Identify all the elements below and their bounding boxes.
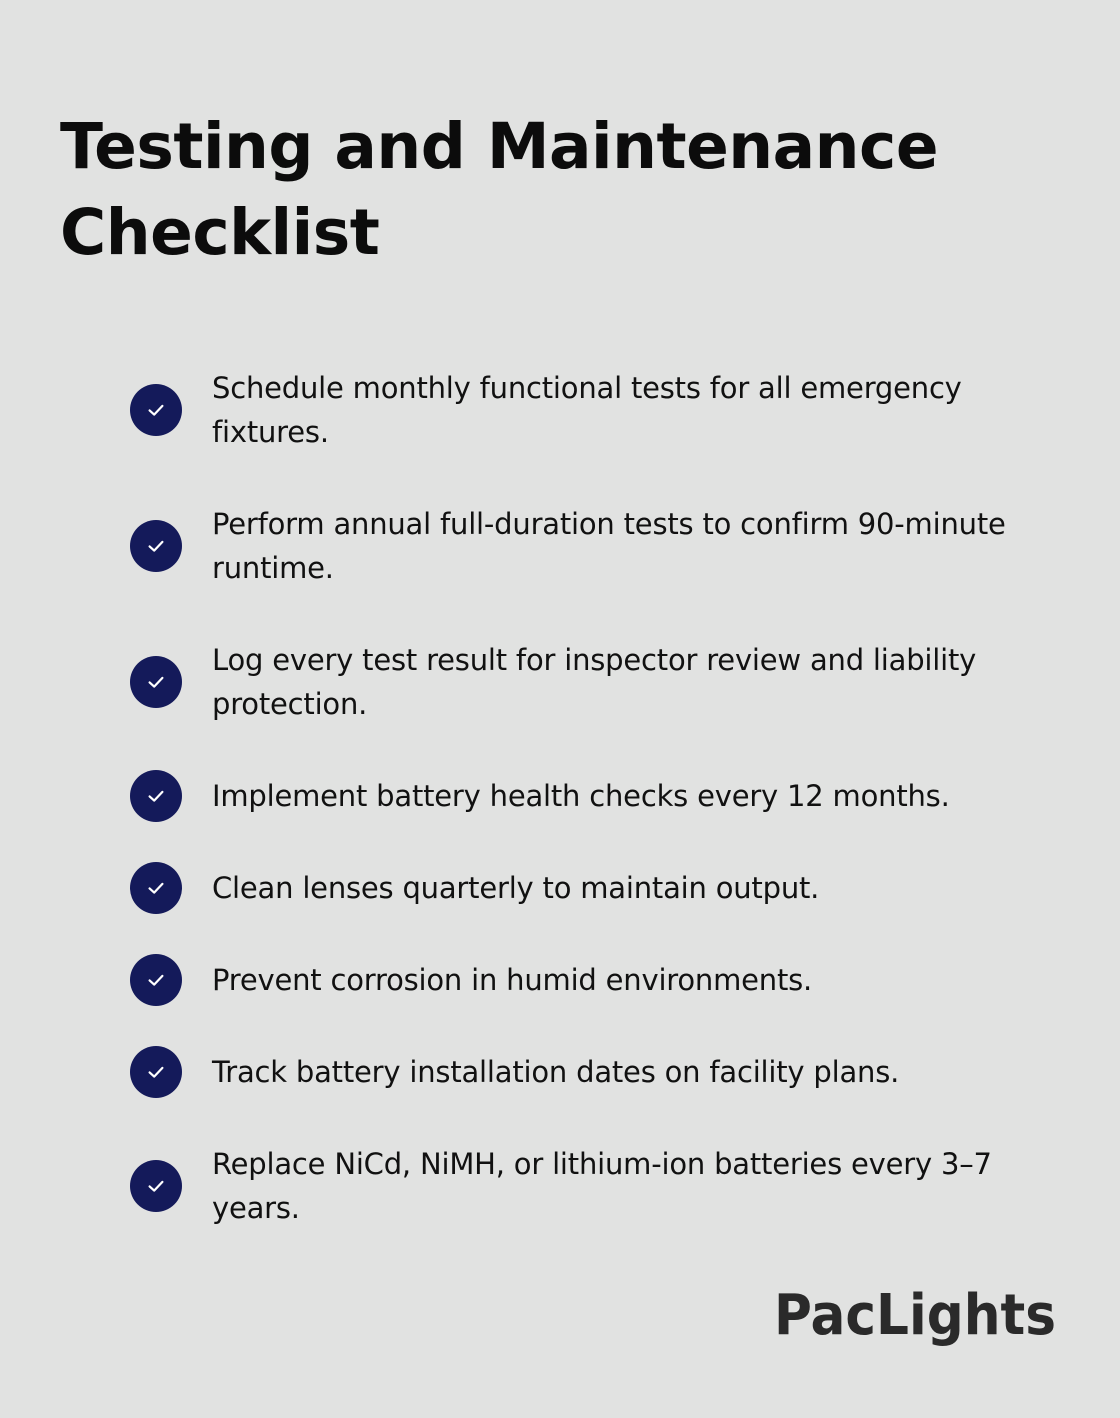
checklist-item-text: Prevent corrosion in humid environments. <box>212 963 813 997</box>
checklist-item-text: Schedule monthly functional tests for all emergency fixtures. <box>212 371 962 449</box>
check-circle-icon <box>130 862 182 914</box>
checklist-item-text: Implement battery health checks every 12 months. <box>212 779 950 813</box>
page-title: Testing and Maintenance Checklist <box>60 110 939 269</box>
check-circle-icon <box>130 384 182 436</box>
checklist-item-text: Log every test result for inspector review and liability protection. <box>212 643 977 721</box>
checklist-item <box>130 638 1060 726</box>
checklist-item <box>130 774 1060 818</box>
checklist-item-text: Perform annual full-duration tests to confirm 90-minute runtime. <box>212 507 1006 585</box>
logo-wordmark: PacLights <box>774 1283 1056 1348</box>
checklist <box>130 366 1060 1278</box>
check-circle-icon <box>130 520 182 572</box>
checklist-item <box>130 866 1060 910</box>
check-circle-icon <box>130 1046 182 1098</box>
checklist-item <box>130 1142 1060 1230</box>
checklist-item <box>130 502 1060 590</box>
checklist-item <box>130 366 1060 454</box>
checklist-item-text: Replace NiCd, NiMH, or lithium-ion batteries every 3–7 years. <box>212 1147 992 1225</box>
checklist-item-text: Track battery installation dates on facility plans. <box>212 1055 900 1089</box>
checklist-item <box>130 958 1060 1002</box>
checklist-item <box>130 1050 1060 1094</box>
check-circle-icon <box>130 656 182 708</box>
paclights-logo <box>774 1280 1064 1352</box>
check-circle-icon <box>130 954 182 1006</box>
checklist-item-text: Clean lenses quarterly to maintain output. <box>212 871 820 905</box>
check-circle-icon <box>130 1160 182 1212</box>
check-circle-icon <box>130 770 182 822</box>
